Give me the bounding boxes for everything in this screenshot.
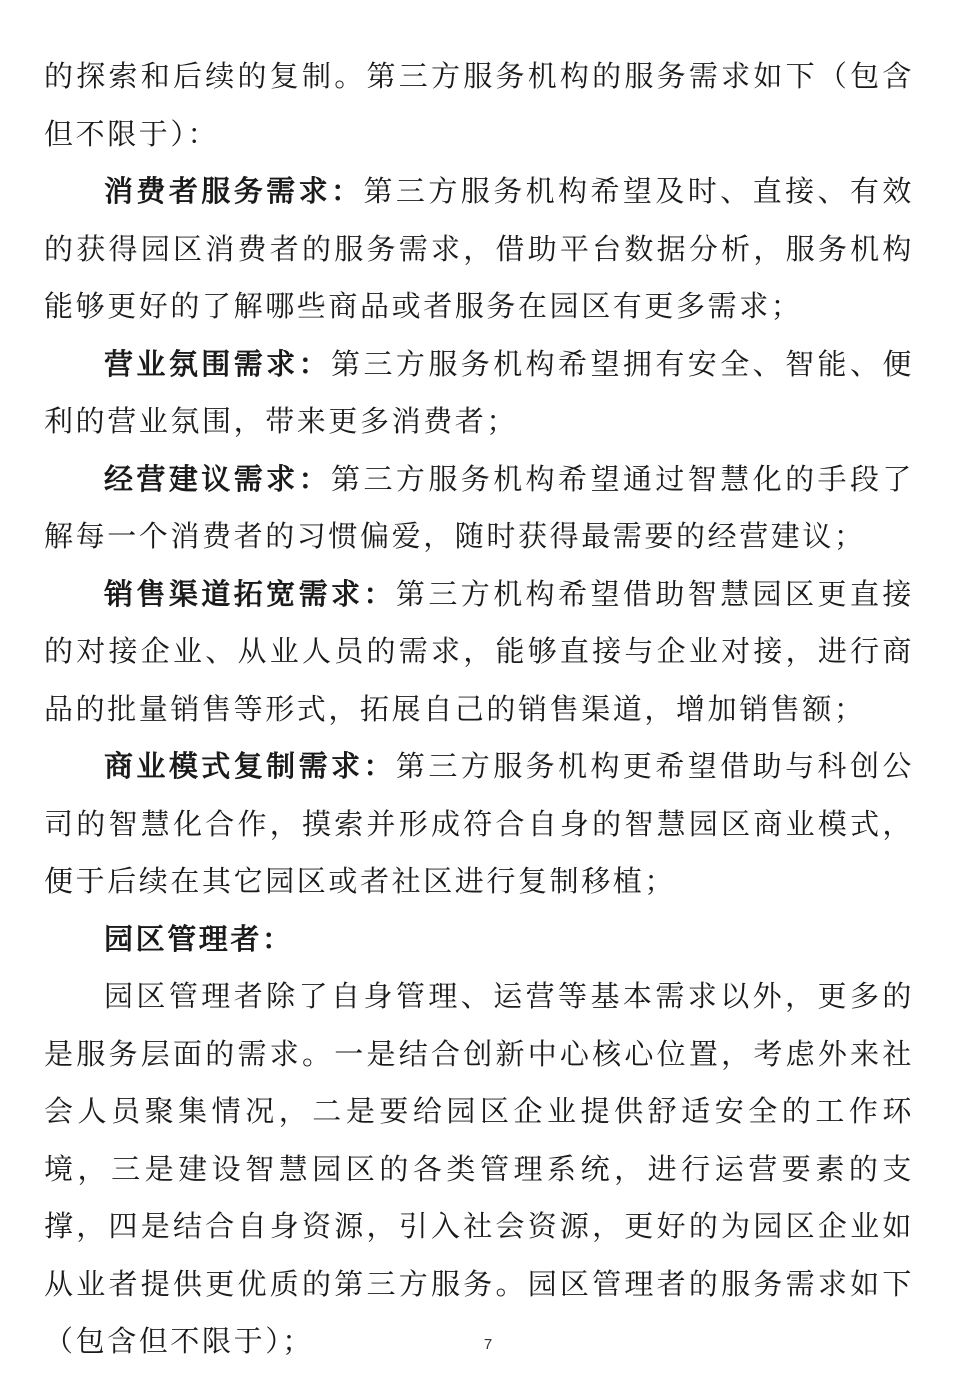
paragraph-park-manager-body xyxy=(44,968,914,1371)
paragraph-heading: 经营建议需求： xyxy=(104,461,332,496)
paragraph-text: 园区管理者除了自身管理、运营等基本需求以外，更多的是服务层面的需求。一是结合创新中心核心位置，考虑外来社会人员聚集情况，二是要给园区企业提供舒适安全的工作环境，三是建设智慧园区的各类管理系统，进行运营要素的支撑，四是结合自身资源，引入社会资源，更好的为园区企业如从业者提供更优质的第三方服务。园区管理者的服务需求如下（包含但不限于）； xyxy=(44,979,914,1358)
paragraph-text: 第三方机构希望借助智慧园区更直接的对接企业、从业人员的需求，能够直接与企业对接，进行商品的批量销售等形式，拓展自己的销售渠道，增加销售额； xyxy=(44,576,914,726)
paragraph-park-manager-heading xyxy=(44,911,914,969)
page-number: 7 xyxy=(483,1336,493,1353)
paragraph-text: 第三方服务机构更希望借助与科创公司的智慧化合作，摸索并形成符合自身的智慧园区商业模式，便于后续在其它园区或者社区进行复制移植； xyxy=(44,749,914,898)
paragraph-text: 第三方服务机构希望拥有安全、智能、便利的营业氛围，带来更多消费者； xyxy=(44,346,914,438)
paragraph-intro-continuation xyxy=(44,48,914,163)
paragraph-text: 的探索和后续的复制。第三方服务机构的服务需求如下（包含但不限于）： xyxy=(44,59,914,151)
paragraph-heading: 消费者服务需求： xyxy=(104,174,364,208)
paragraph-business-model xyxy=(44,738,914,911)
section-heading: 园区管理者： xyxy=(104,921,294,956)
document-page xyxy=(44,48,914,1371)
paragraph-heading: 销售渠道拓宽需求： xyxy=(104,576,396,611)
paragraph-business-advice xyxy=(44,451,914,566)
paragraph-consumer-service xyxy=(44,163,914,336)
paragraph-text: 第三方服务机构希望及时、直接、有效的获得园区消费者的服务需求，借助平台数据分析，服务机构能够更好的了解哪些商品或者服务在园区有更多需求； xyxy=(44,174,914,323)
paragraph-heading: 营业氛围需求： xyxy=(104,346,332,381)
paragraph-text: 第三方服务机构希望通过智慧化的手段了解每一个消费者的习惯偏爱，随时获得最需要的经营建议； xyxy=(44,461,914,553)
paragraph-business-atmosphere xyxy=(44,336,914,451)
paragraph-sales-channel xyxy=(44,566,914,739)
paragraph-heading: 商业模式复制需求： xyxy=(104,749,396,783)
